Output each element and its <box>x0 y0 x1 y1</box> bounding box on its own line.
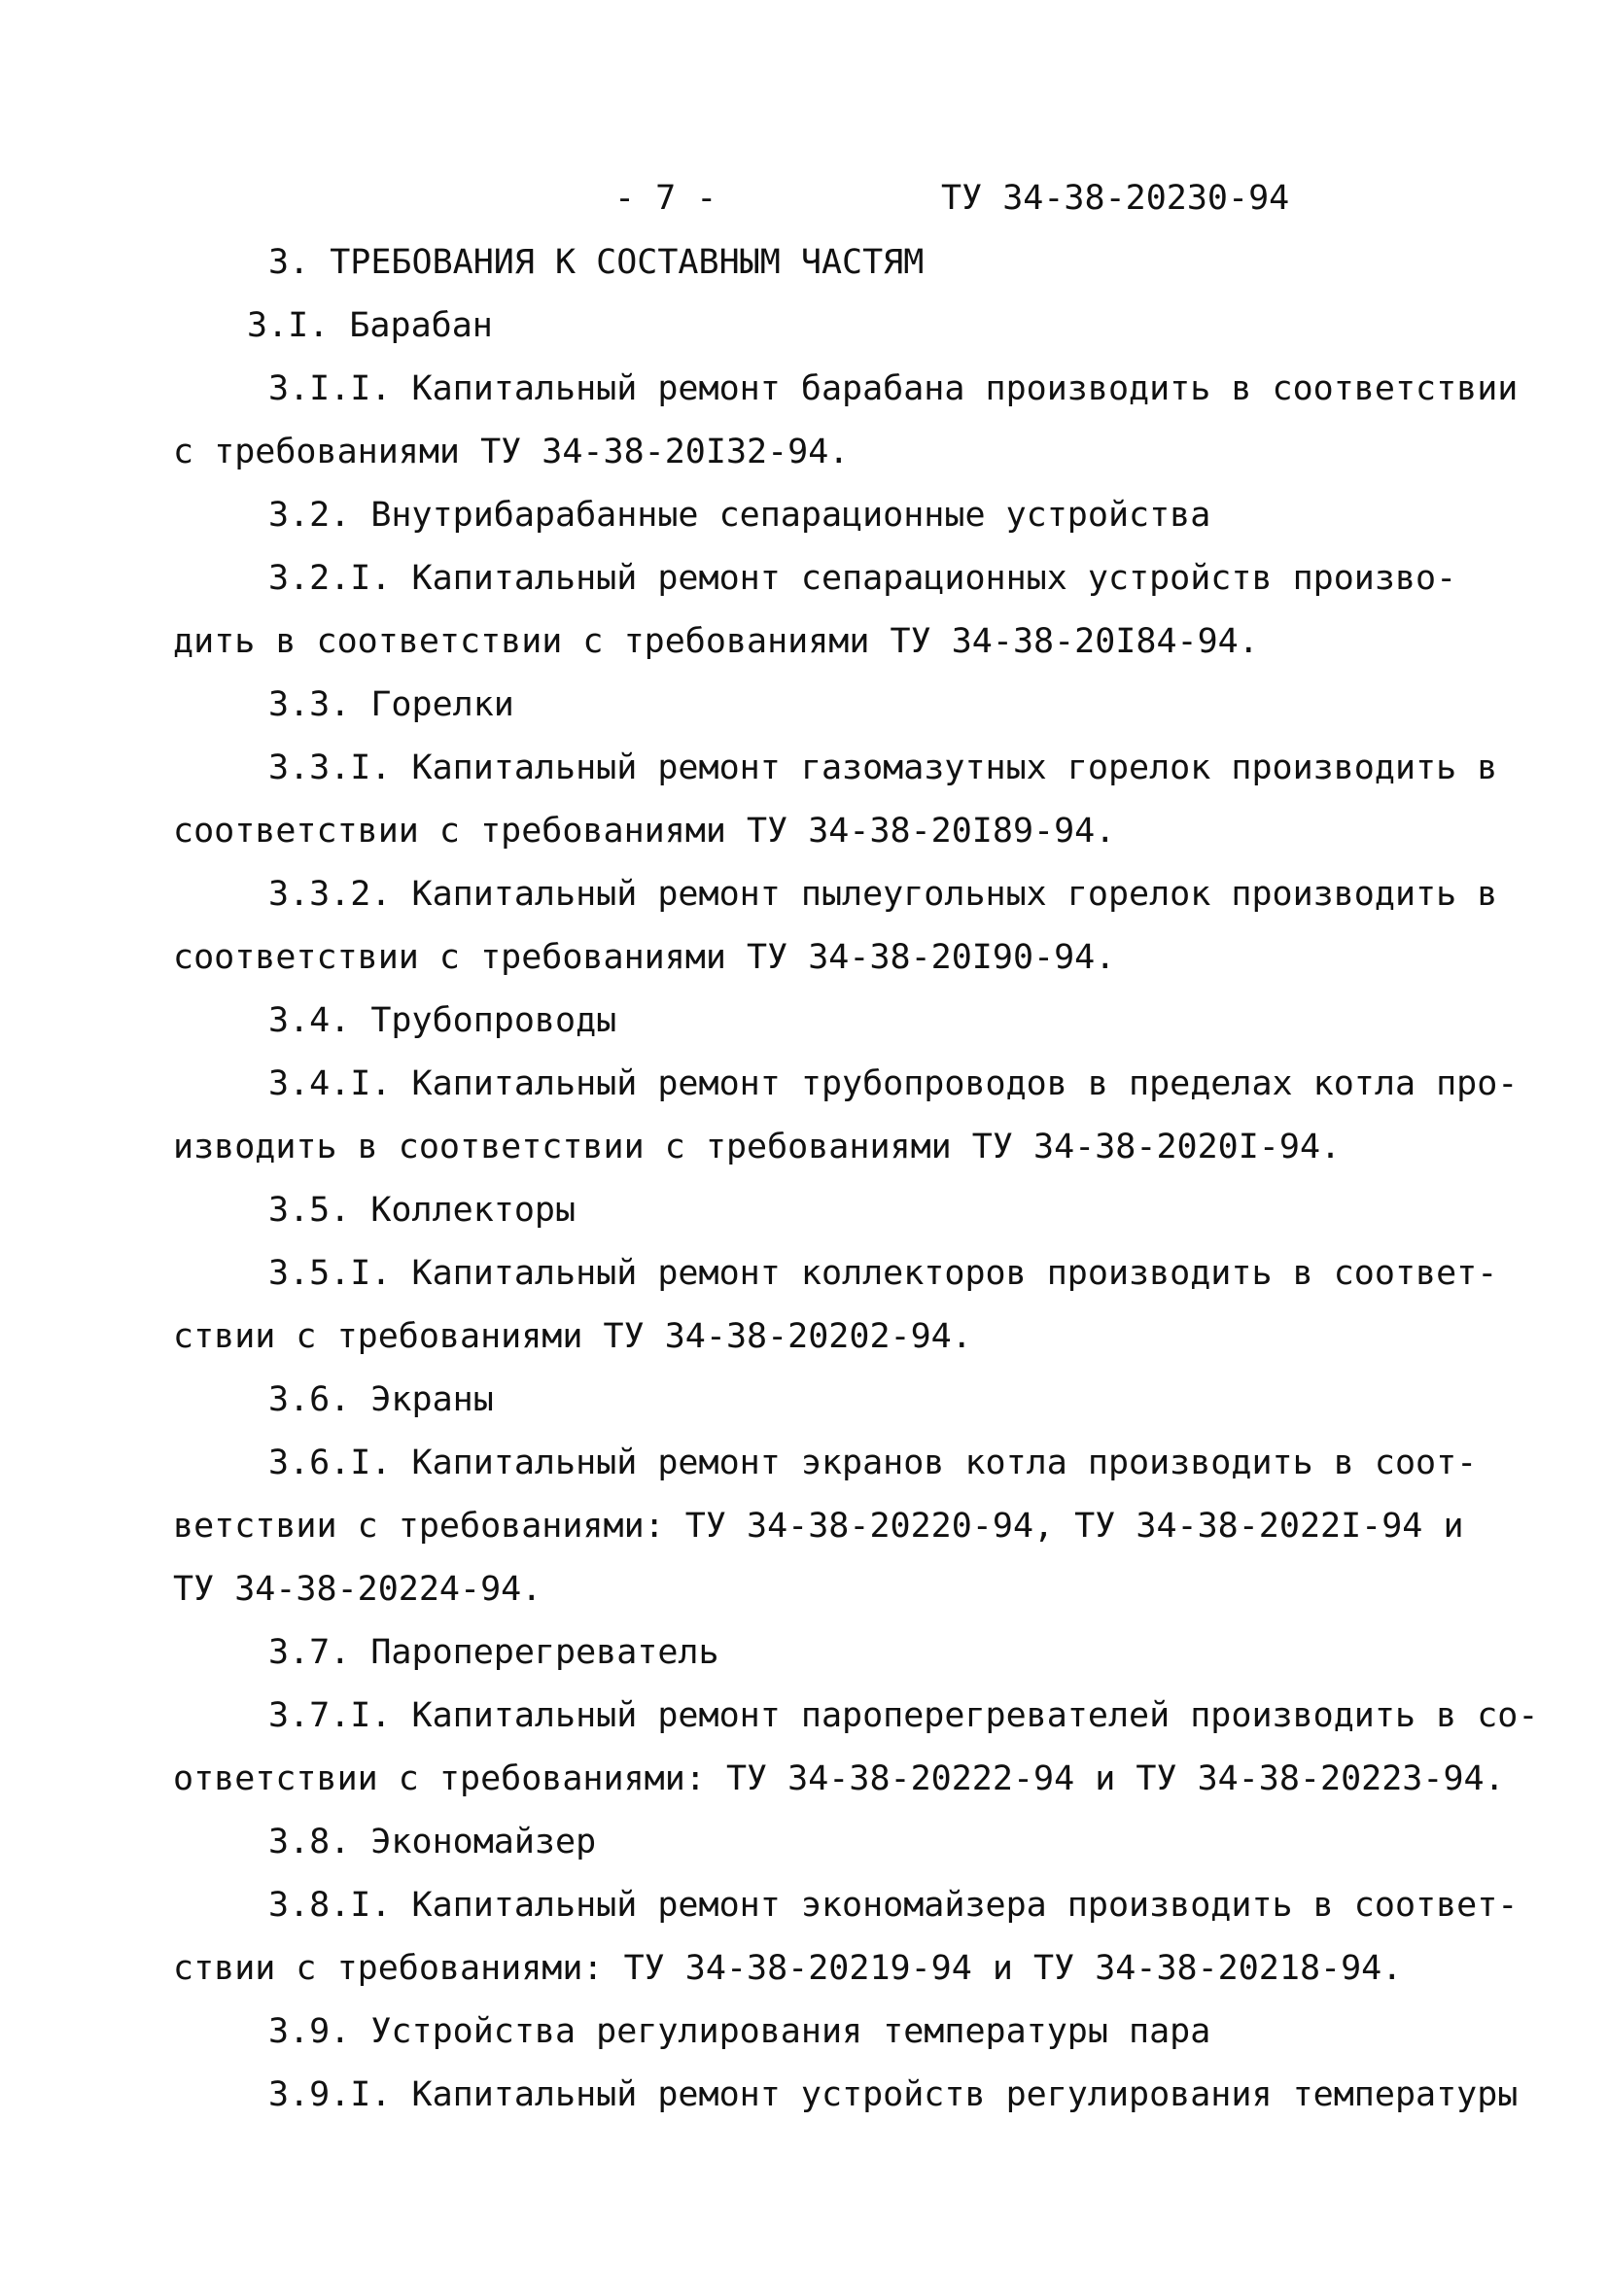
paragraph-line: ствии с требованиями: ТУ 34-38-20219-94 и ТУ 34-38-20218-94. <box>173 1949 1403 1988</box>
paragraph-line: 3.6.I. Капитальный ремонт экранов котла производить в соот- <box>268 1444 1478 1482</box>
page-number: - 7 - <box>614 179 717 218</box>
paragraph-line: 3.2.I. Капитальный ремонт сепарационных устройств произво- <box>268 559 1457 598</box>
section-heading: 3. ТРЕБОВАНИЯ К СОСТАВНЫМ ЧАСТЯМ <box>268 243 925 282</box>
paragraph-line: 3.8.I. Капитальный ремонт экономайзера производить в соответ- <box>268 1886 1519 1925</box>
paragraph-line: 3.7.I. Капитальный ремонт пароперегревателей производить в со- <box>268 1696 1539 1735</box>
paragraph-line: ТУ 34-38-20224-94. <box>173 1570 542 1609</box>
paragraph-line: 3.3.I. Капитальный ремонт газомазутных горелок производить в <box>268 748 1498 787</box>
paragraph-line: изводить в соответствии с требованиями ТУ 34-38-2020I-94. <box>173 1128 1342 1166</box>
subsection-title: 3.5. Коллекторы <box>268 1191 577 1230</box>
subsection-title: 3.2. Внутрибарабанные сепарационные устройства <box>268 496 1211 535</box>
subsection-title: 3.9. Устройства регулирования температуры пара <box>268 2012 1211 2051</box>
paragraph-line: ветствии с требованиями: ТУ 34-38-20220-94, ТУ 34-38-2022I-94 и <box>173 1507 1464 1546</box>
paragraph-line: соответствии с требованиями ТУ 34-38-20I90-94. <box>173 938 1116 977</box>
paragraph-line: ствии с требованиями ТУ 34-38-20202-94. <box>173 1317 972 1356</box>
subsection-title: 3.4. Трубопроводы <box>268 1001 617 1040</box>
paragraph-line: 3.4.I. Капитальный ремонт трубопроводов в пределах котла про- <box>268 1064 1519 1103</box>
subsection-title: 3.6. Экраны <box>268 1380 494 1419</box>
document-code: ТУ 34-38-20230-94 <box>941 179 1290 218</box>
subsection-title: 3.I. Барабан <box>247 306 493 345</box>
paragraph-line: дить в соответствии с требованиями ТУ 34-38-20I84-94. <box>173 622 1259 661</box>
subsection-title: 3.7. Пароперегреватель <box>268 1633 719 1672</box>
subsection-title: 3.3. Горелки <box>268 685 514 724</box>
paragraph-line: 3.5.I. Капитальный ремонт коллекторов производить в соответ- <box>268 1254 1498 1293</box>
paragraph-line: соответствии с требованиями ТУ 34-38-20I89-94. <box>173 812 1116 851</box>
paragraph-line: с требованиями ТУ 34-38-20I32-94. <box>173 433 850 471</box>
paragraph-line: 3.3.2. Капитальный ремонт пылеугольных горелок производить в <box>268 875 1498 914</box>
paragraph-line: 3.9.I. Капитальный ремонт устройств регулирования температуры <box>268 2075 1519 2114</box>
paragraph-line: 3.I.I. Капитальный ремонт барабана производить в соответствии <box>268 369 1519 408</box>
paragraph-line: ответствии с требованиями: ТУ 34-38-20222-94 и ТУ 34-38-20223-94. <box>173 1759 1505 1798</box>
subsection-title: 3.8. Экономайзер <box>268 1823 597 1861</box>
